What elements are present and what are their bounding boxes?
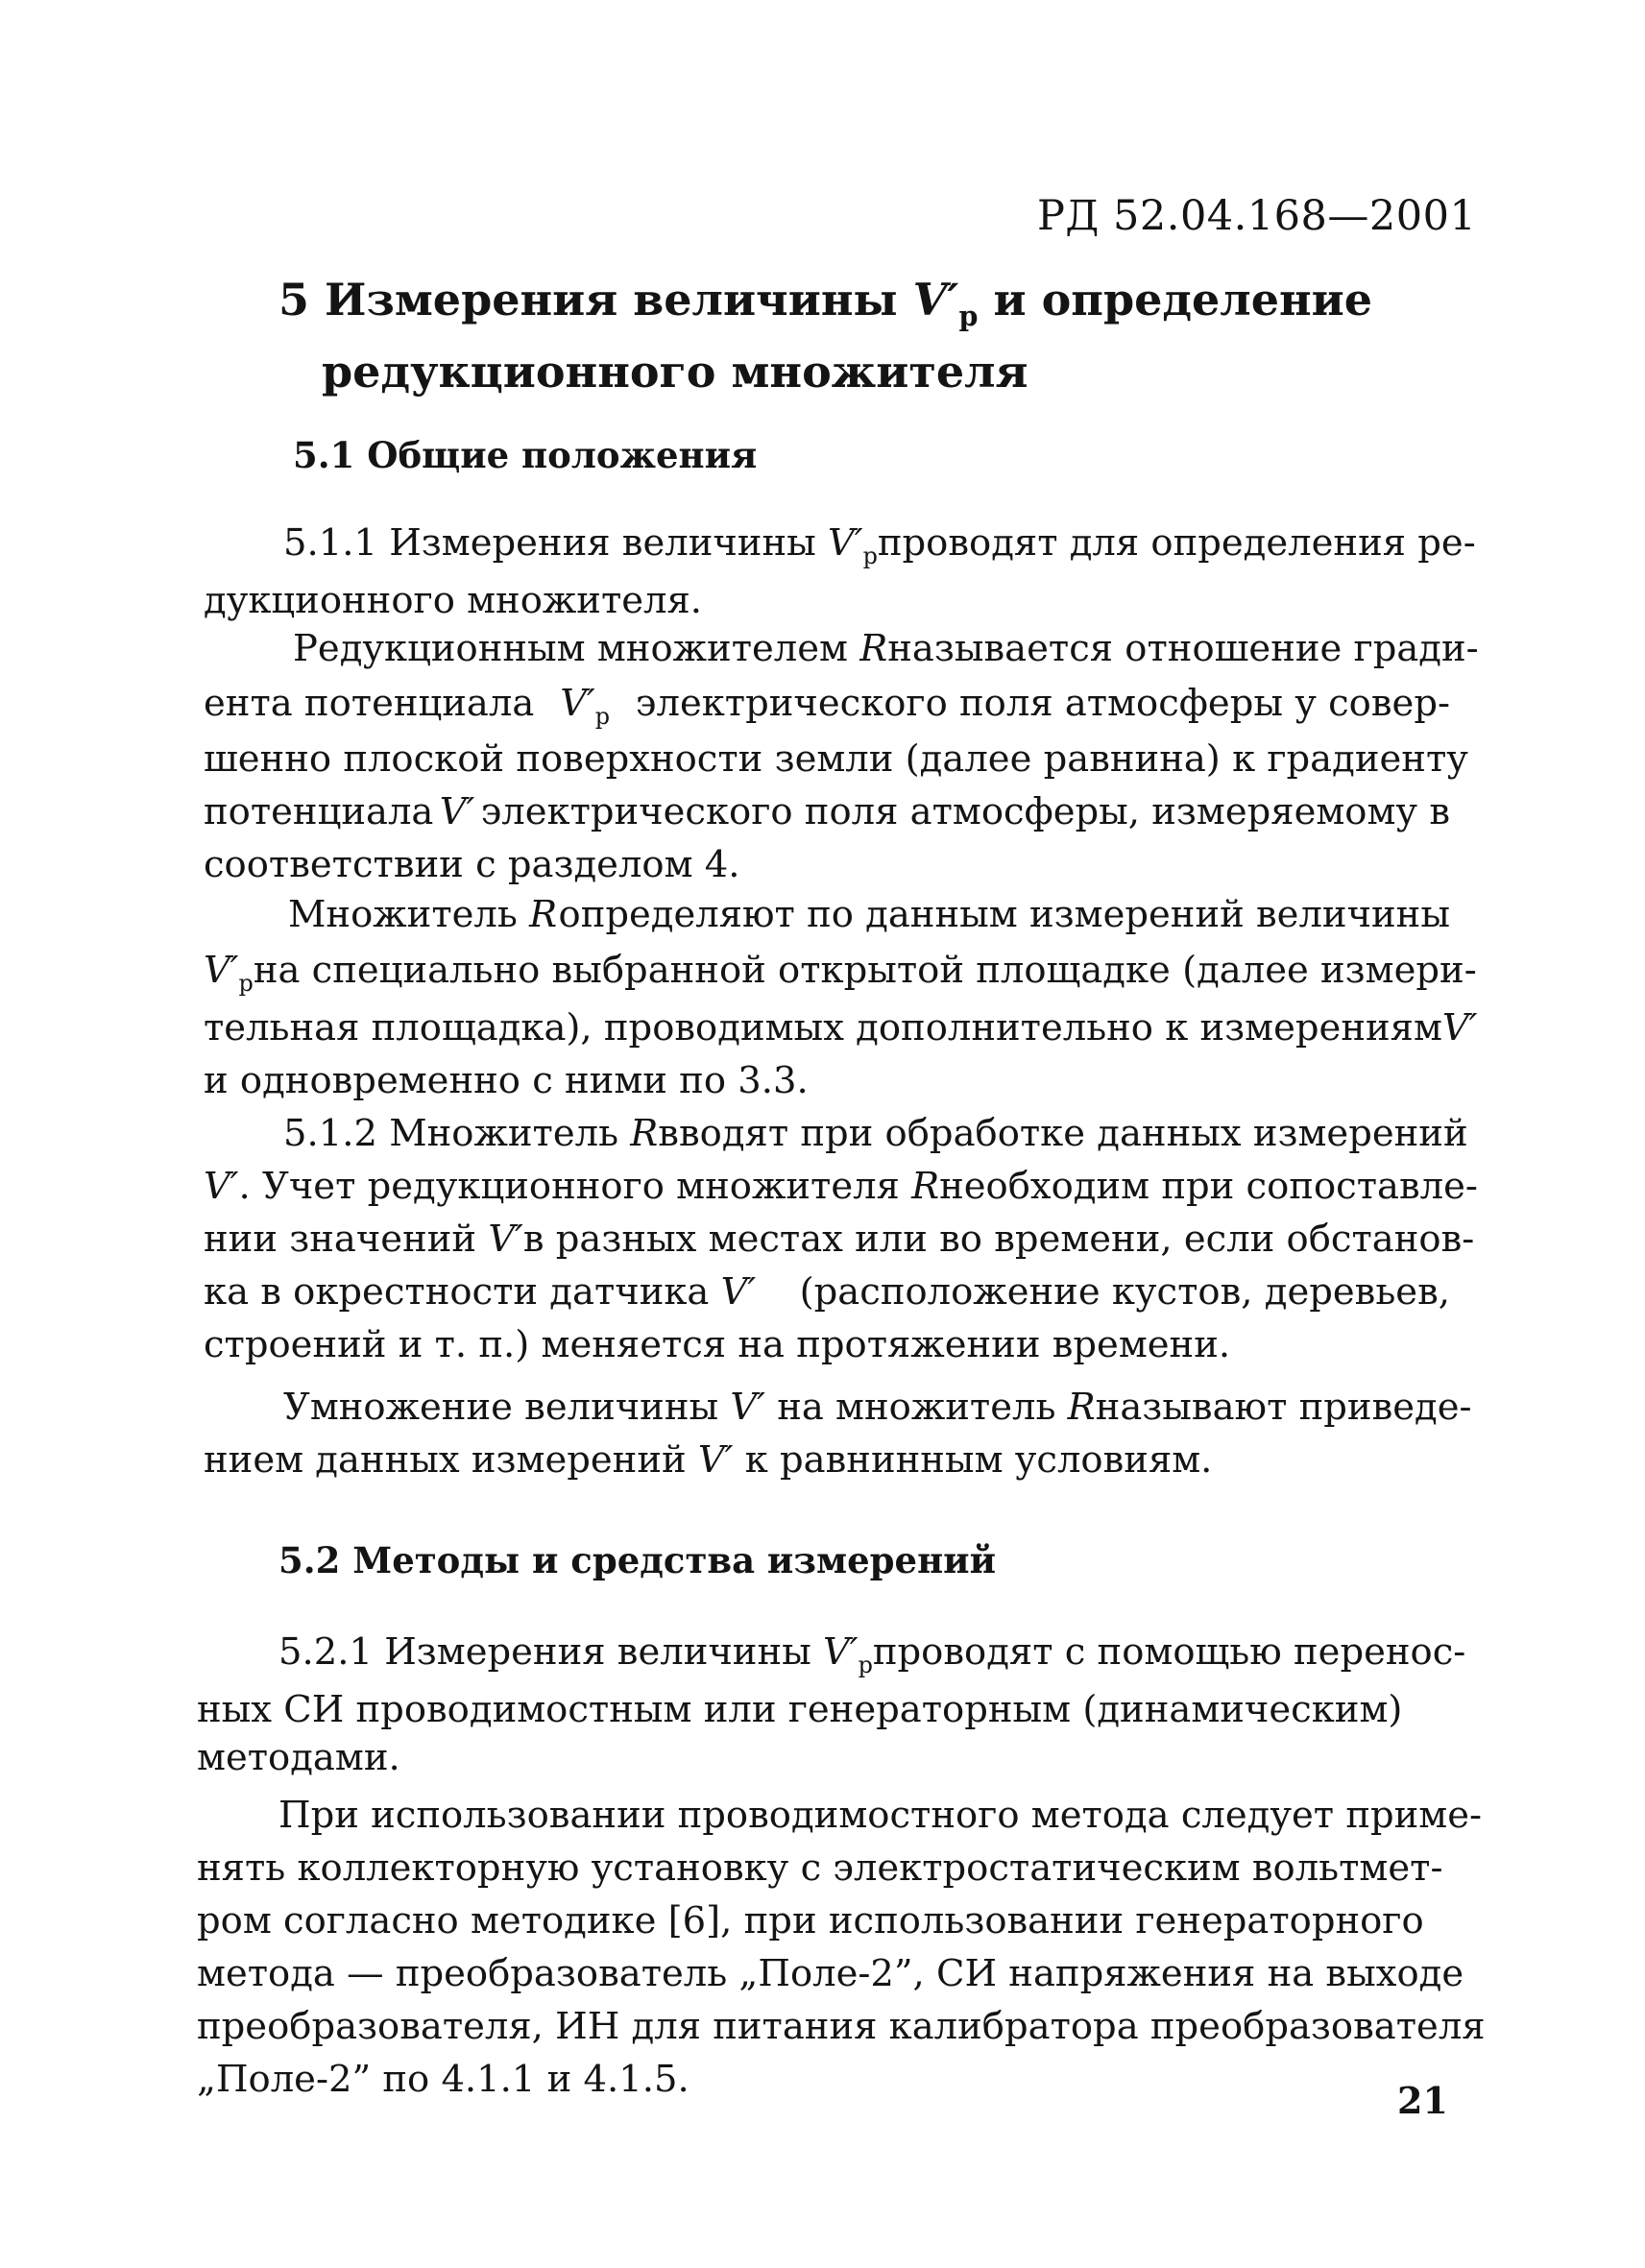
para-methods-line6: „Поле-2” по 4.1.1 и 4.1.5.: [197, 2058, 689, 2101]
para-5-1-2-line2: V′. Учет редукционного множителя R необходим при сопоставле-: [204, 1165, 1478, 1208]
para-mult-line4: и одновременно с ними по 3.3.: [204, 1059, 809, 1102]
para-5-2-1-line3: методами.: [197, 1736, 400, 1779]
para-mult-line1: Множитель R определяют по данным измерений величины: [288, 893, 1450, 936]
para-mult-line2: $V'_р$ на специально выбранной открытой площадке (далее измери-: [204, 949, 1477, 998]
para-def-line5: соответствии с разделом 4.: [204, 843, 740, 886]
para-methods-line2: нять коллекторную установку с электростатическим вольтмет-: [197, 1846, 1443, 1890]
para-5-1-2-line1: 5.1.2 Множитель R вводят при обработке данных измерений: [283, 1112, 1468, 1155]
para-5-2-1-line1: 5.2.1 Измерения величины $V'_р$ проводят с помощью перенос-: [278, 1630, 1466, 1679]
section-title: 5 Измерения величины $V'_р$ и определение: [278, 274, 1373, 332]
para-methods-line4: метода — преобразователь „Поле-2”, СИ напряжения на выходе: [197, 1952, 1464, 1995]
para-def-line2: ента потенциала $V'_р$ электрического поля атмосферы у совер-: [204, 682, 1450, 731]
para-5-1-2-line3: нии значений V′ в разных местах или во времени, если обстанов-: [204, 1218, 1475, 1261]
section-title-line2: редукционного множителя: [322, 346, 1028, 398]
para-methods-line1: При использовании проводимостного метода следует приме-: [278, 1794, 1483, 1837]
para-5-2-1-line2: ных СИ проводимостным или генераторным (динамическим): [197, 1688, 1403, 1731]
document-code: РД 52.04.168—2001: [1037, 192, 1477, 240]
var-v: $V'_р$: [912, 274, 979, 332]
para-mul-line1: Умножение величины V′ на множитель R называют приведе-: [283, 1386, 1472, 1429]
subsection-heading-5-2: 5.2 Методы и средства измерений: [278, 1539, 997, 1581]
para-def-line3: шенно плоской поверхности земли (далее равнина) к градиенту: [204, 737, 1468, 781]
para-methods-line5: преобразователя, ИН для питания калибратора преобразователя: [197, 2005, 1486, 2048]
para-5-1-1-line2: дукционного множителя.: [204, 579, 703, 622]
para-mult-line3: тельная площадка), проводимых дополнительно к измерениям V′: [204, 1006, 1478, 1050]
para-5-1-1-line1: 5.1.1 Измерения величины $V'_р$ проводят для определения ре-: [283, 521, 1476, 570]
subsection-heading-5-1: 5.1 Общие положения: [293, 434, 758, 476]
para-5-1-2-line5: строений и т. п.) меняется на протяжении времени.: [204, 1323, 1231, 1366]
para-methods-line3: ром согласно методике [6], при использовании генераторного: [197, 1899, 1424, 1942]
para-def-line4: потенциала V′ электрического поля атмосферы, измеряемому в: [204, 790, 1450, 833]
para-def-line1: Редукционным множителем R называется отношение гради-: [293, 627, 1479, 670]
para-5-1-2-line4: ка в окрестности датчика V′ (расположение кустов, деревьев,: [204, 1270, 1450, 1314]
page-number: 21: [1397, 2079, 1448, 2122]
para-mul-line2: нием данных измерений V′ к равнинным условиям.: [204, 1438, 1213, 1482]
